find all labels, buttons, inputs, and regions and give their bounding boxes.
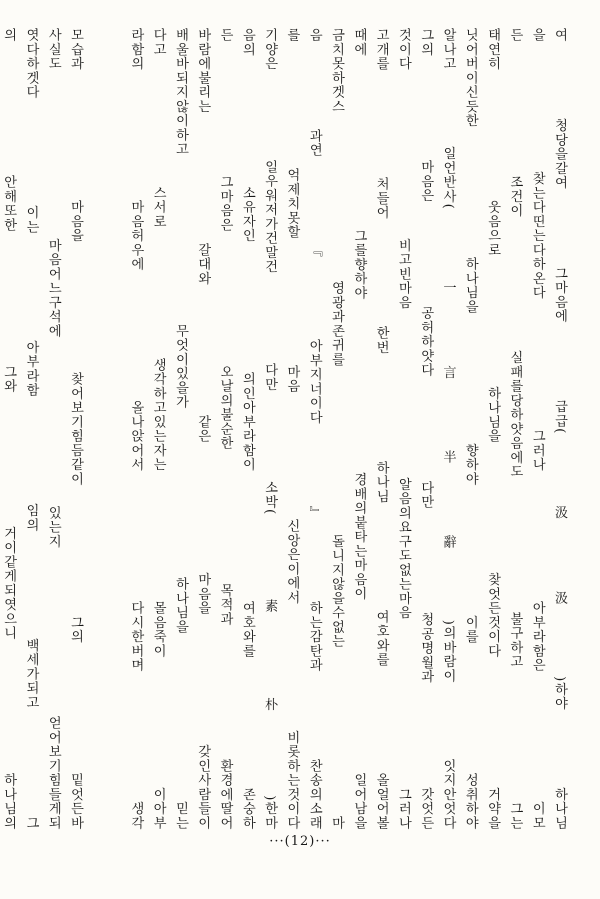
text-line: 태연히 웃음으로 하나님을 찾엇든것이다 거약을 <box>485 28 501 830</box>
text-line: 것이다 비고빈마음 알음의요구도없는마음 그러나 <box>395 28 411 830</box>
text-line: 다고 스서로 생각하고있는자는 몰음죽이 이아부 <box>150 28 166 830</box>
text-line: 배울바되지않이하고 무엇이있을가 하나님을 믿는 <box>172 28 188 830</box>
column-gap <box>86 28 124 830</box>
text-line: 라함의 마음허우에 올나앉어서 다시한버며 생각 <box>128 28 144 830</box>
text-line: 금치못하겟스 영광과존귀를 돌니지않을수없는 마 <box>329 28 345 830</box>
page-number: ···(12)··· <box>269 834 331 849</box>
text-line: 그의 마음은 공허하얏다 다만 청공명월과 갓엇든 <box>418 28 434 830</box>
text-line: 음의 소유자인 의인아부라함이 여호와를 존숭하 <box>239 28 255 830</box>
text-line: 사실도 마음어느구석에 있는지 얻어보기힘들게되 <box>45 28 61 830</box>
text-line: 닛어버이신듯한 하나님을 향하야 이를 성취하야 <box>462 28 478 830</box>
text-line: 고개를 처들어 한번 하나님 여호와를 올얼어볼 <box>373 28 389 830</box>
text-line: 든 조건이 실패를당하얏음에도 불구하고 그는 <box>507 28 523 830</box>
body-text <box>1 28 570 830</box>
text-line: 든 그마음은 오날의불순한 목적과 환경에딸어 <box>217 28 233 830</box>
text-line: 여 청당을갈여 그마음에 급급(汲汲)하야 하나님 <box>552 28 567 830</box>
text-line: 엿다하겟다 이는 아부라함 임의 백세가되고 그 <box>23 28 39 830</box>
text-line: 음 과연 『아부지너이다』하는감탄과 찬송의소래 <box>306 28 322 830</box>
text-line: 을 찾는다띤는다하온다 그러나 아부라함은 이모 <box>529 28 545 830</box>
text-line: 바람에불리는 갈대와 같은 마음을 갖인사람들이 <box>195 28 211 830</box>
text-line: 알나고 일언반사(一言半辭)의바람이 잇지안엇다 <box>440 28 456 830</box>
text-line: 모습과 마음을 찾어보기힘듬같이 그의 밑엇든바 <box>68 28 84 830</box>
text-line: 기양은 일우워저가건말건 다만 소박(素朴)한마 <box>262 28 278 830</box>
text-line: 를 억제치못할 마음 신앙은이에서 비롯하는것이다 <box>284 28 300 830</box>
text-line: 의 안해또한 그와 거이같게되엿으니 하나님의 <box>1 28 17 830</box>
text-line: 때에 그를향하야 경배의붙타는마음이 일어남을 <box>351 28 367 830</box>
